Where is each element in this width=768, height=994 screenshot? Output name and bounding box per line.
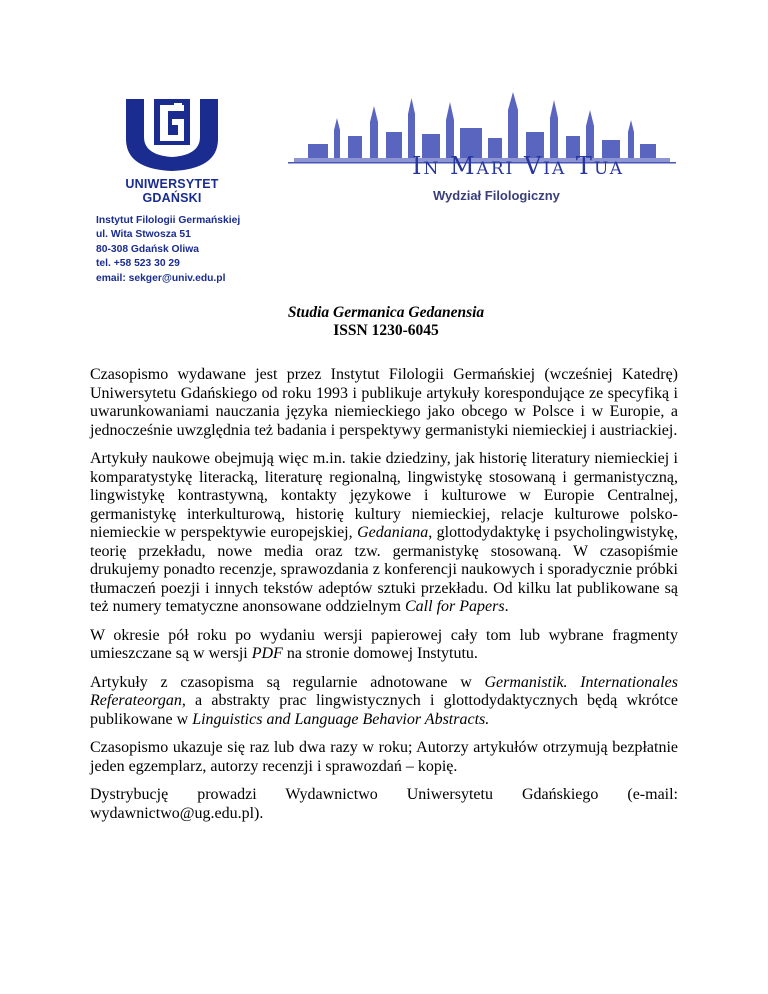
faculty-name: Wydział Filologiczny bbox=[433, 188, 560, 203]
journal-header bbox=[96, 304, 676, 340]
text-span: Artykuły z czasopisma są regularnie adnotowane w bbox=[90, 673, 485, 691]
text-span: . bbox=[504, 598, 509, 615]
text-span: , glottodydaktykę i psycholingwistykę, teorię przekładu, nowe media oraz tzw. germanistykę stosowaną. W czasopiśmie drukujemy ponadto recenzje, sprawozdania z konferencji naukowych i sporadycznie próbki tłumaczeń poezji i innych tekstów adeptów sztuki przekładu. Od kilku lat publikowane są też numery tematyczne anonsowane oddzielnym bbox=[90, 524, 679, 615]
text-span: na stronie domowej Instytutu. bbox=[282, 645, 478, 662]
italic-term: PDF bbox=[251, 645, 283, 662]
address-block bbox=[96, 214, 240, 286]
journal-title: Studia Germanica Gedanensia bbox=[287, 304, 485, 321]
journal-issn: ISSN 1230-6045 bbox=[333, 322, 439, 339]
institute-name: Instytut Filologii Germańskiej bbox=[96, 215, 241, 226]
email-address: email: sekger@univ.edu.pl bbox=[96, 272, 226, 284]
motto: In Mari Via Tua bbox=[412, 152, 625, 180]
university-emblem-icon bbox=[120, 95, 224, 173]
document-body bbox=[90, 366, 678, 833]
paragraph-frequency: Czasopismo ukazuje się raz lub dwa razy w roku; Autorzy artykułów otrzymują bezpłatnie jeden egzemplarz, autorzy recenzji i sprawozdań – kopię. bbox=[90, 739, 678, 775]
text-span: W okresie pół roku po wydaniu wersji papierowej cały tom lub wybrane fragmenty umieszczane są w wersji bbox=[90, 626, 678, 662]
paragraph-distribution: Dystrybucję prowadzi Wydawnictwo Uniwersytetu Gdańskiego (e-mail: wydawnictwo@ug.edu.pl). bbox=[90, 786, 678, 822]
phone-number: tel. +58 523 30 29 bbox=[96, 258, 180, 270]
paragraph-pdf bbox=[90, 627, 678, 664]
text-span: Artykuły naukowe obejmują więc m.in. takie dziedziny, jak historię literatury niemieckiej i komparatystykę literacką, literaturę regionalną, lingwistykę stosowaną i germanistyczną, lingwistykę kontrastywną, kontakty językowe i kulturowe w Europie Centralnej, germanistykę interkulturową, historię kultury niemieckiej, relacje kulturowe polsko-niemieckie w perspektywie europejskiej, bbox=[90, 450, 678, 541]
italic-term: Gedaniana bbox=[357, 524, 429, 541]
university-name: UNIWERSYTET GDAŃSKI bbox=[125, 177, 219, 205]
italic-term: Germanistik. Internationales Referateorgan bbox=[90, 673, 678, 709]
italic-term: Call for Papers bbox=[405, 598, 505, 615]
paragraph-indexing bbox=[90, 674, 678, 730]
street-address: ul. Wita Stwosza 51 bbox=[96, 229, 191, 241]
italic-term: Linguistics and Language Behavior Abstracts. bbox=[192, 710, 490, 728]
text-span: , a abstrakty prac lingwistycznych i glottodydaktycznych będą wkrótce publikowane w bbox=[90, 692, 678, 728]
paragraph-topics bbox=[90, 450, 678, 617]
city-address: 80-308 Gdańsk Oliwa bbox=[96, 243, 200, 255]
paragraph-intro: Czasopismo wydawane jest przez Instytut Filologii Germańskiej (wcześniej Katedrę) Uniwersytetu Gdańskiego od roku 1993 i publikuje artykuły korespondujące ze specyfiką i uwarunkowaniami nauczania języka niemieckiego jako obcego w Polsce i w Europie, a jednocześnie uwzględnia też badania i perspektywy germanistyki niemieckiej i austriackiej. bbox=[90, 366, 678, 439]
university-logo bbox=[96, 95, 248, 205]
